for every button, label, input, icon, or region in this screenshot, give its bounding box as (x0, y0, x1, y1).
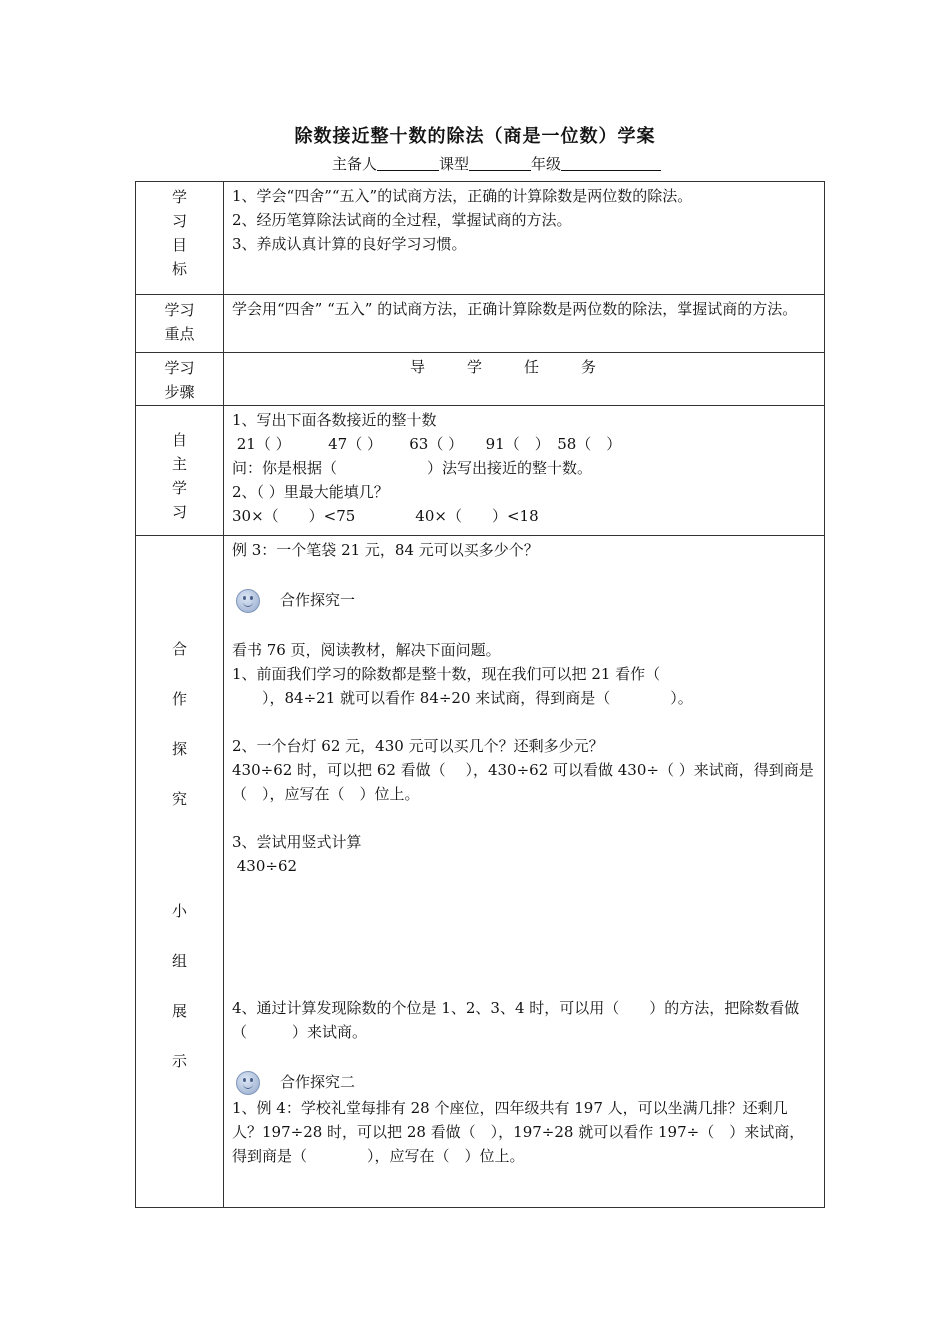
label-char: 探 (171, 740, 187, 758)
label-text: 重点 (164, 325, 195, 343)
label-text: 学习 (164, 301, 195, 319)
label-char: 习 (171, 212, 187, 230)
focus-label (136, 295, 224, 353)
grade-label: 年级 (531, 155, 562, 173)
self-study-row (136, 406, 825, 536)
label-char: 标 (171, 260, 187, 278)
label-char: 主 (171, 455, 187, 473)
label-char: 学 (171, 188, 187, 206)
question-text: 1、写出下面各数接近的整十数 (232, 411, 437, 429)
coop-content (224, 536, 825, 1208)
label-char: 合 (171, 640, 187, 658)
coop-row (136, 536, 825, 1208)
label-char: 作 (171, 690, 187, 708)
grade-blank[interactable] (561, 156, 661, 171)
steps-label (136, 353, 224, 406)
label-char: 小 (171, 902, 187, 920)
question-4[interactable]: 4、通过计算发现除数的个位是 1、2、3、4 时，可以用（ ）的方法，把除数看做（ ）来试商。 (232, 999, 800, 1041)
goal-item: 2、经历笔算除法试商的全过程，掌握试商的方法。 (232, 211, 572, 229)
label-char: 目 (171, 236, 187, 254)
preparer-label: 主备人 (332, 155, 378, 173)
example-4-question[interactable]: 1、例 4：学校礼堂每排有 28 个座位，四年级共有 197 人，可以坐满几排？还剩几人？197÷28 时，可以把 28 看做（ ），197÷28 就可以看作 197÷（ ）来试商，得到商是（ ），应写在（ ）位上。 (232, 1099, 805, 1165)
explore-2-heading (232, 1068, 816, 1096)
explore-1-heading (232, 586, 816, 614)
guide-heading: 导学任务 (224, 353, 825, 406)
question-text: 2、（ ）里最大能填几？ (232, 483, 389, 501)
label-char: 习 (171, 503, 187, 521)
page-title: 除数接近整十数的除法（商是一位数）学案 (294, 126, 656, 147)
label-char: 自 (171, 431, 187, 449)
instruction-text: 看书 76 页，阅读教材，解决下面问题。 (232, 641, 501, 659)
question-3: 3、尝试用竖式计算 (232, 833, 362, 851)
steps-row (136, 353, 825, 406)
label-char: 示 (171, 1052, 187, 1070)
question-1[interactable]: 1、前面我们学习的除数都是整十数，现在我们可以把 21 看作（ (232, 665, 661, 683)
question-1-cont[interactable]: ），84÷21 就可以看作 84÷20 来试商，得到商是（ ）。 (232, 689, 693, 707)
question-blanks[interactable]: 30×（ ）<75 40×（ ）<18 (232, 507, 539, 525)
question-3-expr: 430÷62 (232, 857, 298, 875)
study-plan-table (135, 181, 825, 1208)
label-text: 学习 (164, 359, 195, 377)
smiley-icon (236, 589, 260, 613)
label-char: 展 (171, 1002, 187, 1020)
explore-2-title: 合作探究二 (280, 1073, 356, 1091)
smiley-icon (236, 1071, 260, 1095)
lesson-type-blank[interactable] (469, 156, 531, 171)
question-text[interactable]: 问：你是根据（ ）法写出接近的整十数。 (232, 459, 593, 477)
explore-1-title: 合作探究一 (280, 591, 356, 609)
goal-item: 3、养成认真计算的良好学习习惯。 (232, 235, 467, 253)
question-2-cont[interactable]: 430÷62 时，可以把 62 看做（ ），430÷62 可以看做 430÷（ ）来试商，得到商是（ ），应写在（ ）位上。 (232, 761, 814, 803)
coop-label (136, 536, 224, 1208)
work-area[interactable] (232, 878, 816, 996)
question-blanks[interactable]: 21（ ） 47（ ） 63（ ） 91（ ） 58（ ） (232, 435, 622, 453)
goal-item: 1、学会“四舍”“五入”的试商方法，正确的计算除数是两位数的除法。 (232, 187, 693, 205)
header-fields (332, 153, 661, 174)
lesson-type-label: 课型 (439, 155, 470, 173)
example-3: 例 3：一个笔袋 21 元，84 元可以买多少个？ (232, 541, 539, 559)
focus-content: 学会用“四舍” “五入” 的试商方法，正确计算除数是两位数的除法，掌握试商的方法。 (224, 295, 825, 353)
question-2: 2、一个台灯 62 元，430 元可以买几个？还剩多少元？ (232, 737, 604, 755)
label-text: 步骤 (164, 383, 195, 401)
focus-row (136, 295, 825, 353)
label-char: 究 (171, 790, 187, 808)
label-char: 学 (171, 479, 187, 497)
self-study-content (224, 406, 825, 536)
preparer-blank[interactable] (377, 156, 439, 171)
label-char: 组 (171, 952, 187, 970)
goals-label (136, 182, 224, 295)
self-study-label (136, 406, 224, 536)
goals-content (224, 182, 825, 295)
goals-row (136, 182, 825, 295)
